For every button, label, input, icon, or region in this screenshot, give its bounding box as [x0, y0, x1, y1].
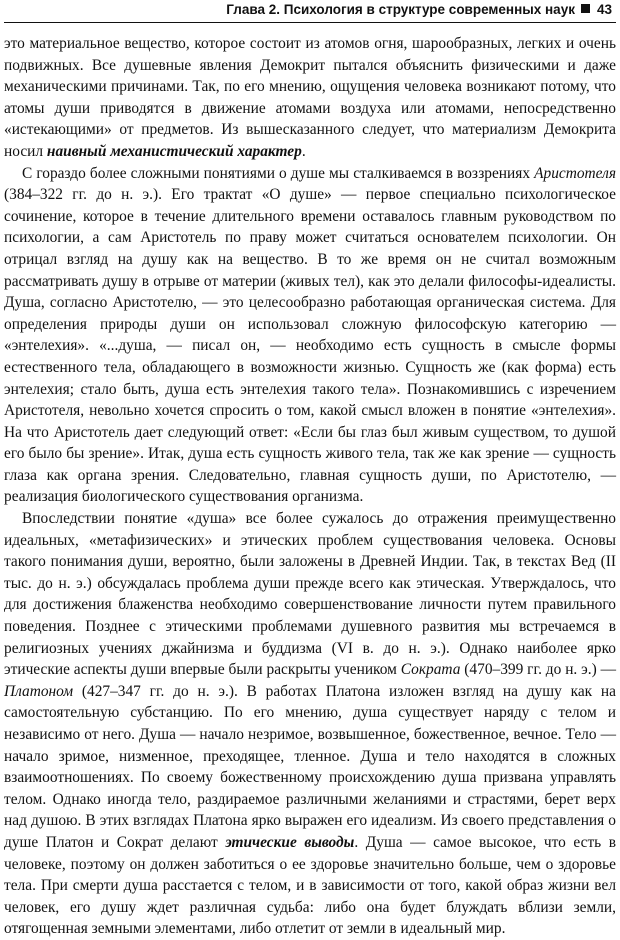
paragraph-democritus: это материальное вещество, которое состоит из атомов огня, шарообразных, легких и очень подвижных. Все душевные явления Демокрит пытался объяснить физическими и даже механическими причинами. Так, по его мнению, ощущения человека возникают потому, что атомы души приводятся в движение атомами воздуха или атомами, непосредственно «истекающими» от предметов. Из вышесказанного следует, что материализм Демокрита носил наивный механистический характер.: [4, 35, 616, 160]
paragraph-plato: Впоследствии понятие «душа» все более сужалось до отражения преимущественно идеальных, «метафизических» и этических проблем существования человека. Основы такого понимания души, вероятно, были заложены в Древней Индии. Так, в текстах Вед (II тыс. до н. э.) обсуждалась проблема души прежде всего как этическая. Утверждалось, что для достижения блаженства необходимо совершенствование личности путем правильного поведения. Позднее с этическими проблемами душевного развития мы встречаемся в религиозных учениях джайнизма и буддизма (VI в. до н. э.). Однако наиболее ярко этические аспекты души впервые были раскрыты учеником Сократа (470–399 гг. до н. э.) — Платоном (427–347 гг. до н. э.). В работах Платона изложен взгляд на душу как на самостоятельную субстанцию. По его мнению, душа существует наряду с телом и независимо от него. Душа — начало незримое, возвышенное, божественное, вечное. Тело — начало зримое, низменное, преходящее, тленное. Душа и тело находятся в сложных взаимоотношениях. По своему божественному происхождению душа призвана управлять телом. Однако иногда тело, раздираемое различными желаниями и страстями, берет верх над душою. В этих взглядах Платона ярко выражен его идеализм. Из своего представления о душе Платон и Сократ делают этические выводы. Душа — самое высокое, что есть в человеке, поэтому он должен заботиться о ее здоровье значительно больше, чем о здоровье тела. При смерти душа расстается с телом, и в зависимости от того, какой образ жизни вел человек, его душу ждет различная судьба: либо она будет блуждать вблизи земли, отягощенная земными элементами, либо отлетит от земли в идеальный мир.: [4, 510, 617, 938]
page-number: 43: [596, 2, 612, 17]
body-text: [4, 33, 616, 940]
emphasis-term: этические выводы: [225, 833, 355, 851]
person-name: Аристотеля: [534, 164, 616, 182]
square-bullet-icon: [581, 4, 590, 13]
chapter-title: Глава 2. Психология в структуре современных наук: [226, 2, 575, 17]
paragraph-aristotle: С гораздо более сложными понятиями о душе мы сталкиваемся в воззрениях Аристотеля (384–322 гг. до н. э.). Его трактат «О душе» — первое специально психологическое сочинение, которое в течение длительного времени оставалось главным руководством по психологии, а сам Аристотель по праву может считаться основателем психологии. Он отрицал взгляд на душу как на вещество. В то же время он не считал возможным рассматривать душу в отрыве от материи (живых тел), как это делали философы-идеалисты. Душа, согласно Аристотелю, — это целесообразно работающая органическая система. Для определения природы души он использовал сложную философскую категорию — «энтелехия». «...душа, — писал он, — необходимо есть сущность в смысле формы естественного тела, обладающего в возможности жизнью. Сущность же (как форма) есть энтелехия; стало быть, душа есть энтелехия такого тела». Познакомившись с изречением Аристотеля, невольно хочется спросить о том, какой смысл вложен в понятие «энтелехия». На что Аристотель дает следующий ответ: «Если бы глаз был живым существом, то душой его было бы зрение». Итак, душа есть сущность живого тела, так же как зрение — сущность глаза как органа зрения. Следовательно, главная сущность души, по Аристотелю, — реализация биологического существования организма.: [4, 164, 616, 506]
person-name: Платоном: [4, 682, 74, 700]
emphasis-term: наивный механистический характер: [46, 142, 302, 160]
running-header: [4, 0, 616, 23]
person-name: Сократа: [400, 661, 461, 679]
